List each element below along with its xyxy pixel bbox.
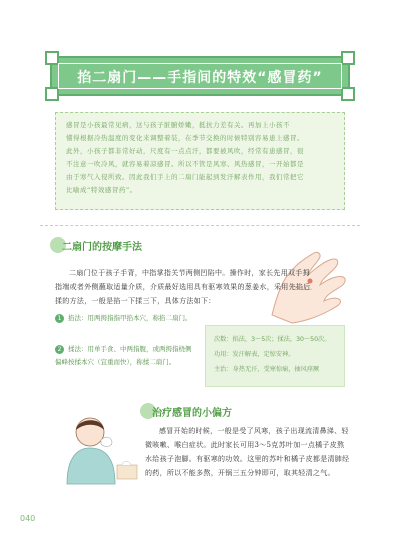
intro-line: 此外，小孩子都非常好动，尺度有一点点汗，都要被风吹，经常有患感冒，很 xyxy=(66,147,304,155)
intro-line: 懂得根据冷热温度的变化来调整着装，在季节交换的时候特别容易患上感冒。 xyxy=(66,134,304,142)
corner-ornament xyxy=(45,51,59,65)
corner-ornament xyxy=(341,51,355,65)
step-number: 2 xyxy=(55,345,64,354)
step-text: 掐法：用两拇指指甲掐本穴，称掐二扇门。 xyxy=(68,314,192,322)
intro-box xyxy=(55,112,345,210)
step-item xyxy=(55,312,195,325)
step-text: 揉法：用单手食、中两指腹，或两拇指桡侧偏峰按揉本穴（宜重而快），称揉二扇门。 xyxy=(55,345,192,366)
section-title: 治疗感冒的小偏方 xyxy=(152,408,232,419)
corner-ornament xyxy=(45,87,59,101)
info-function: 功用：发汗解表，定惊安神。 xyxy=(214,351,295,358)
step-number: 1 xyxy=(55,314,64,323)
title-banner xyxy=(50,56,350,96)
paragraph-text: 二扇门位于孩子手背，中指掌指关节两侧凹陷中。操作时，家长先用双手拇指端或者外侧蘸取适量介质，介质最好选用具有驱寒效果的葱姜水，采用先掐后揉的方法，一般是掐一下揉三下，具体方法如下： xyxy=(55,269,311,305)
massage-paragraph xyxy=(55,266,315,308)
step-item xyxy=(55,343,195,369)
intro-line: 不注意一吹冷风，就容易着凉感冒。所以不管是风寒、风热感冒，一开始都是 xyxy=(66,160,304,168)
remedy-paragraph xyxy=(145,424,350,480)
info-indication: 主治：身热无汗，受寒惊痫，抽风痉厥 xyxy=(214,366,320,373)
info-frequency: 次数：掐法，3～5次；揉法，30～50次。 xyxy=(214,336,331,343)
sick-child-illustration xyxy=(55,410,140,485)
section-title: 二扇门的按摩手法 xyxy=(62,242,142,253)
intro-line: 感冒是小孩最常见病，这与孩子脏腑娇嫩，抵抗力差有关。再加上小孩不 xyxy=(66,121,290,129)
intro-line: 由于寒气入侵所致。因此我们手上的二扇门能起到发汗解表作用，我们常把它 xyxy=(66,173,304,181)
intro-line: 比喻成“特效感冒药”。 xyxy=(66,186,137,194)
info-box xyxy=(205,325,345,387)
page-title: 掐二扇门——手指间的特效“感冒药” xyxy=(77,70,323,86)
corner-ornament xyxy=(341,87,355,101)
divider xyxy=(40,225,360,226)
page-number: 040 xyxy=(20,514,36,523)
paragraph-text: 感冒开始的时候，一般是受了风寒，孩子出现流清鼻涕、轻微咳嗽、喉白症状。此时家长可用3～5克苏叶加一点橘子皮熬水给孩子泡脚。有驱寒的功效。这里的苏叶和橘子皮都是清肺经的药，所以不能多熬，开锅三五分钟即可，取其轻清之气。 xyxy=(145,427,350,477)
